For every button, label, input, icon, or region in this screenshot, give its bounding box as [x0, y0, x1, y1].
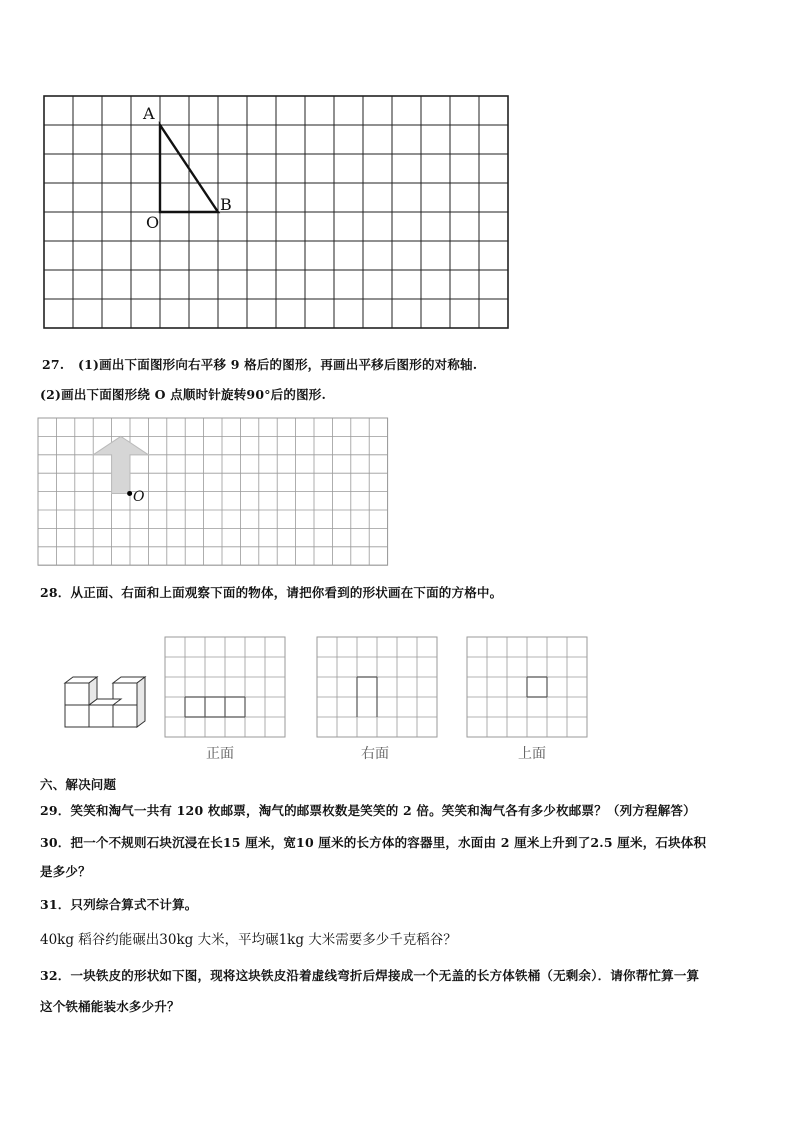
q27-number: 27.	[42, 357, 65, 372]
grid-triangle-figure	[42, 94, 512, 330]
q28-text: 28．从正面、右面和上面观察下面的物体，请把你看到的形状画在下面的方格中。	[40, 585, 503, 600]
point-o	[127, 491, 132, 496]
cube-object-drawing	[65, 675, 145, 731]
point-o-label: O	[133, 489, 145, 505]
caption-front-view: 正面	[206, 746, 234, 762]
section-six-title: 六、解决问题	[40, 777, 117, 792]
label-a: A	[143, 104, 155, 123]
label-o: O	[146, 213, 160, 232]
grid-arrow-figure	[37, 417, 389, 567]
top-view-grid	[466, 636, 588, 738]
caption-right-view: 右面	[361, 746, 389, 762]
q32-line1: 32．一块铁皮的形状如下图，现将这块铁皮沿着虚线弯折后焊接成一个无盖的长方体铁桶（无剩余）．请你帮忙算一算	[40, 968, 700, 983]
q32-line2: 这个铁桶能装水多少升？	[40, 999, 180, 1014]
front-view-grid	[164, 636, 286, 738]
q27-line2: (2)画出下面图形绕 O 点顺时针旋转90°后的图形.	[40, 387, 327, 402]
arrow-shape	[93, 436, 148, 493]
right-view-grid	[316, 636, 438, 738]
caption-top-view: 上面	[518, 746, 546, 762]
q31-problem: 40kg 稻谷约能碾出30kg 大米，平均碾1kg 大米需要多少千克稻谷？	[40, 932, 457, 948]
q27-text-1: (1)画出下面图形向右平移 9 格后的图形，再画出平移后图形的对称轴.	[78, 357, 478, 372]
q27-line1	[42, 355, 477, 373]
q31-text: 31．只列综合算式不计算。	[40, 897, 198, 912]
q30-line1: 30．把一个不规则石块沉浸在长15 厘米，宽10 厘米的长方体的容器里，水面由 2 厘米上升到了2.5 厘米，石块体积	[40, 835, 707, 850]
label-b: B	[220, 195, 232, 214]
q30-line2: 是多少？	[40, 864, 91, 879]
q29-text: 29．笑笑和淘气一共有 120 枚邮票，淘气的邮票枚数是笑笑的 2 倍。笑笑和淘气各有多少枚邮票？（列方程解答）	[40, 803, 696, 818]
